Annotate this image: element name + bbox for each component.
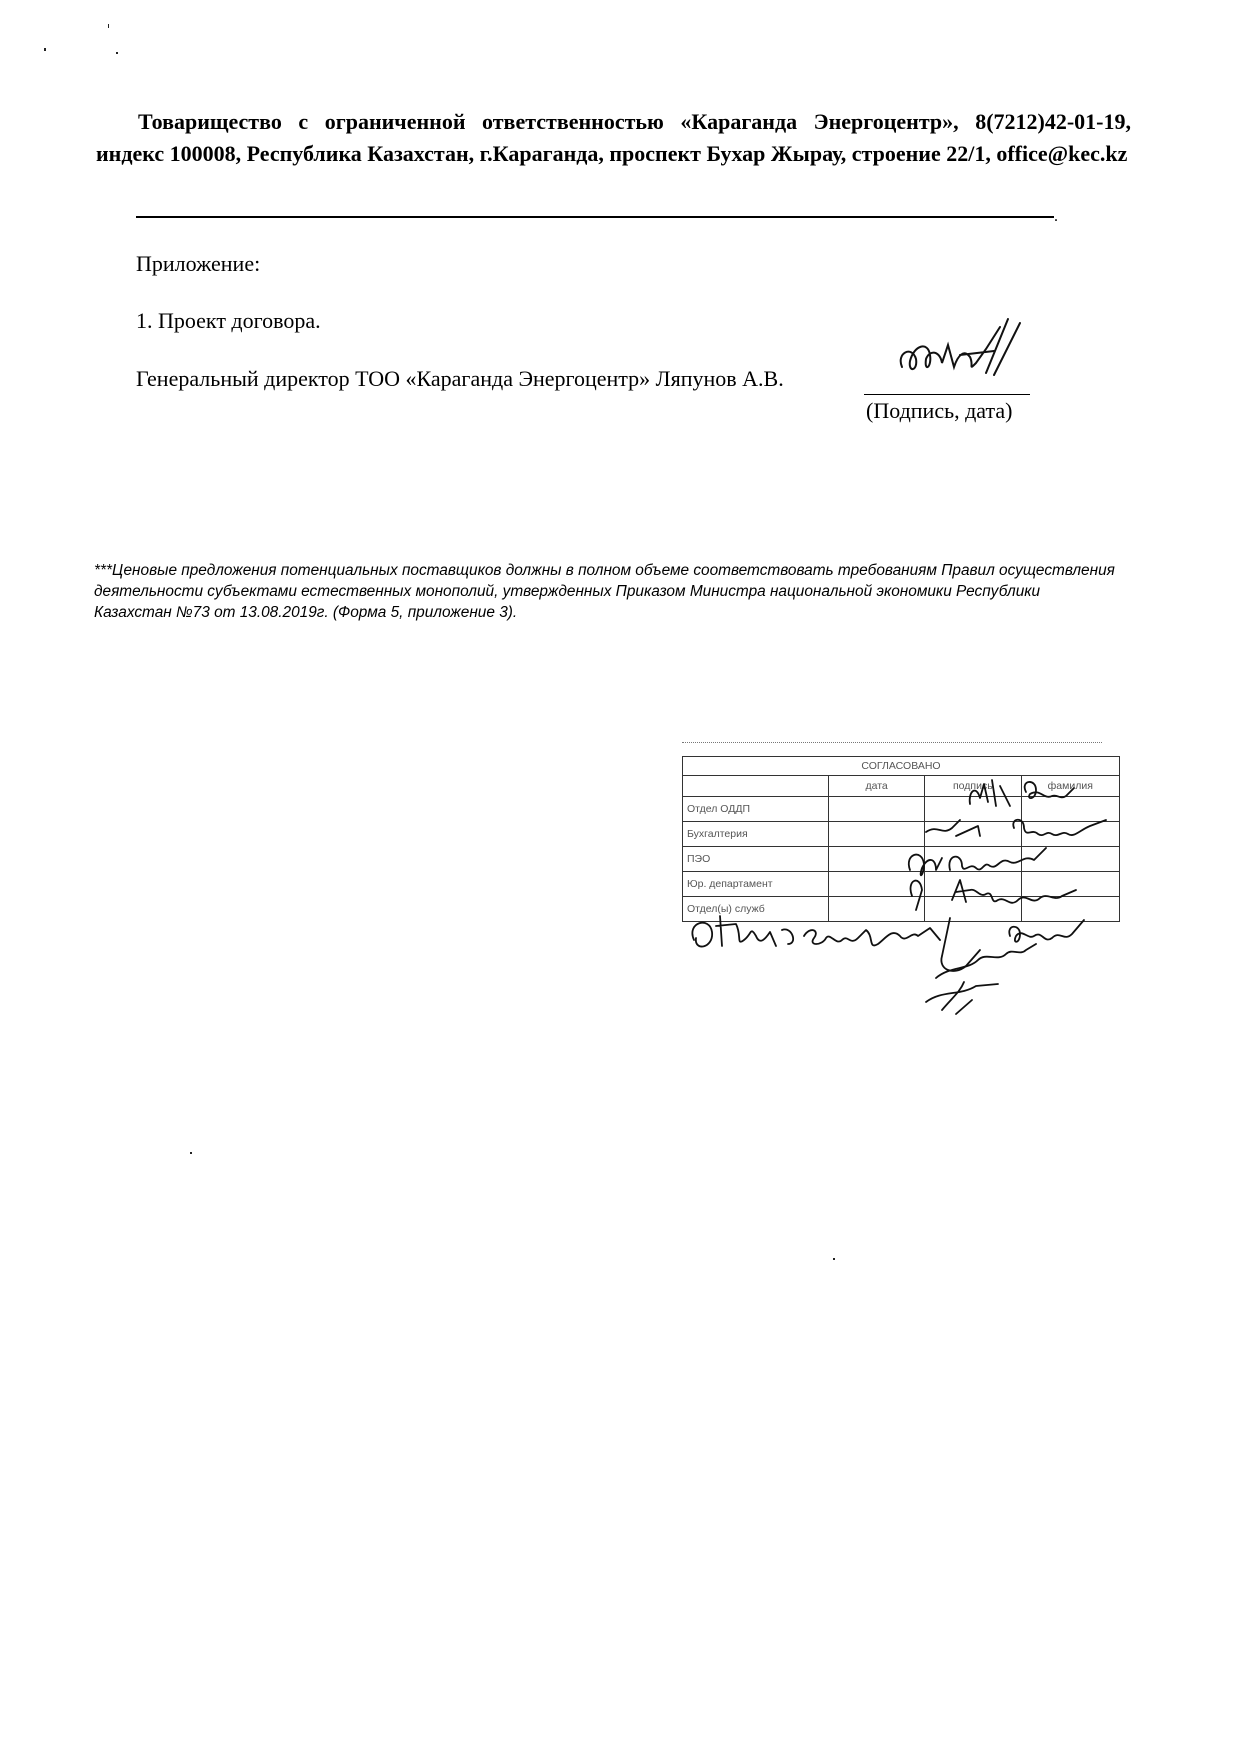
- appendix-title: Приложение:: [136, 251, 261, 276]
- stamp-border-dots: [682, 742, 1102, 743]
- stamp-cell: [829, 847, 925, 872]
- underline-period: .: [1054, 208, 1058, 225]
- stamp-col-header: фамилия: [1021, 776, 1119, 797]
- stamp-cell: [1021, 847, 1119, 872]
- stamp-cell: [1021, 897, 1119, 922]
- stamp-col-header: [683, 776, 829, 797]
- stamp-row-label: Отдел ОДДП: [683, 797, 829, 822]
- stamp-cell: [829, 872, 925, 897]
- stamp-col-header: подпись: [925, 776, 1021, 797]
- scan-speck: [833, 1258, 835, 1260]
- stamp-cell: [925, 897, 1021, 922]
- stamp-cell: [925, 822, 1021, 847]
- stamp-cell: [1021, 797, 1119, 822]
- stamp-row-label: Отдел(ы) служб: [683, 897, 829, 922]
- scan-speck: [116, 52, 118, 54]
- stamp-cell: [1021, 872, 1119, 897]
- organization-block: Товарищество с ограниченной ответственностью «Караганда Энергоцентр», 8(7212)42-01-19, индекс 100008, Республика Казахстан, г.Караганда, проспект Бухар Жырау, строение 22/1, office@kec.kz: [96, 109, 1131, 166]
- scan-speck: [108, 24, 109, 28]
- stamp-cell: [1021, 822, 1119, 847]
- director-signature: [890, 315, 1040, 395]
- stamp-cell: [829, 897, 925, 922]
- stamp-title: СОГЛАСОВАНО: [683, 757, 1120, 776]
- stamp-row-label: ПЭО: [683, 847, 829, 872]
- appendix-item: 1. Проект договора.: [136, 308, 321, 333]
- stamp-cell: [925, 797, 1021, 822]
- director-signatory-line: Генеральный директор ТОО «Караганда Энергоцентр» Ляпунов А.В.: [136, 366, 784, 391]
- stamp-cell: [829, 797, 925, 822]
- stamp-row-label: Бухгалтерия: [683, 822, 829, 847]
- scan-speck: [190, 1152, 192, 1154]
- stamp-col-header: дата: [829, 776, 925, 797]
- signature-underline: [864, 394, 1030, 395]
- signature-caption: (Подпись, дата): [866, 398, 1013, 423]
- approval-stamp: [680, 740, 1120, 1020]
- stamp-cell: [925, 872, 1021, 897]
- approval-table: [682, 756, 1120, 922]
- footnote: ***Ценовые предложения потенциальных поставщиков должны в полном объеме соответствовать требованиям Правил осуществления деятельности субъектами естественных монополий, утвержденных Приказом Министра национальной экономики Республики Казахстан №73 от 13.08.2019г. (Форма 5, приложение 3).: [94, 562, 1115, 621]
- underline-rule: [136, 216, 1054, 218]
- stamp-cell: [925, 847, 1021, 872]
- scan-speck: [44, 48, 46, 51]
- stamp-cell: [829, 822, 925, 847]
- stamp-row-label: Юр. департамент: [683, 872, 829, 897]
